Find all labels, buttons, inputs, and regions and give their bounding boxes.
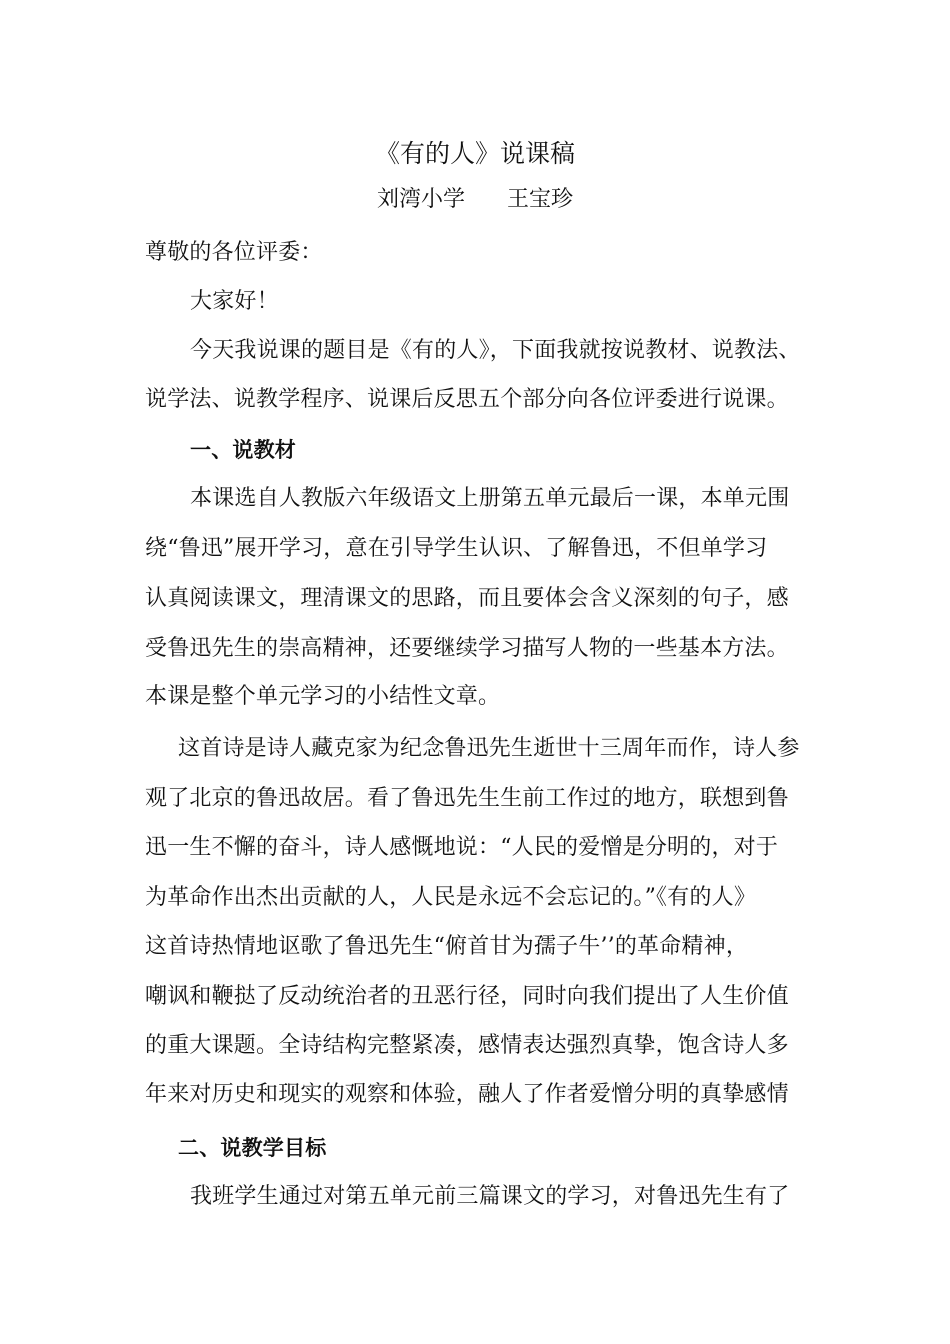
paragraph-line: 迅一生不懈的奋斗，诗人感慨地说：“人民的爱憎是分明的，对于 (145, 835, 779, 860)
intro-line-1: 今天我说课的题目是《有的人》，下面我就按说教材、说教法、 (190, 338, 801, 363)
paragraph-line: 本课是整个单元学习的小结性文章。 (145, 684, 501, 709)
document-title: 《有的人》说课稿 (374, 139, 575, 168)
section-heading-teaching-goals: 二、说教学目标 (178, 1136, 327, 1160)
intro-line-2: 说学法、说教学程序、说课后反思五个部分向各位评委进行说课。 (145, 387, 789, 412)
paragraph-line: 观了北京的鲁迅故居。看了鲁迅先生生前工作过的地方，联想到鲁 (145, 786, 789, 811)
paragraph-line: 为革命作出杰出贡献的人，人民是永远不会忘记的。”《有的人》 (145, 885, 757, 910)
author-byline: 刘湾小学 王宝珍 (377, 187, 573, 212)
paragraph-line: 受鲁迅先生的崇高精神，还要继续学习描写人物的一些基本方法。 (145, 636, 789, 661)
paragraph-line: 嘲讽和鞭挞了反动统治者的丑恶行径，同时向我们提出了人生价值 (145, 984, 789, 1009)
paragraph-line: 年来对历史和现实的观察和体验，融人了作者爱憎分明的真挚感情 (145, 1082, 789, 1107)
paragraph-line: 我班学生通过对第五单元前三篇课文的学习，对鲁迅先生有了 (190, 1184, 790, 1209)
paragraph-line: 绕“鲁迅”展开学习，意在引导学生认识、了解鲁迅，不但单学习 (145, 536, 768, 561)
paragraph-line: 的重大课题。全诗结构完整紧凑，感情表达强烈真挚，饱含诗人多 (145, 1033, 789, 1058)
section-heading-teaching-material: 一、说教材 (190, 438, 296, 462)
salutation: 尊敬的各位评委： (145, 240, 323, 265)
greeting: 大家好！ (190, 289, 279, 314)
paragraph-line: 这首诗是诗人藏克家为纪念鲁迅先生逝世十三周年而作，诗人参 (178, 736, 800, 761)
paragraph-line: 这首诗热情地讴歌了鲁迅先生“俯首甘为孺子牛’’的革命精神， (145, 934, 749, 959)
paragraph-line: 本课选自人教版六年级语文上册第五单元最后一课，本单元围 (190, 486, 790, 511)
paragraph-line: 认真阅读课文，理清课文的思路，而且要体会含义深刻的句子，感 (145, 586, 789, 611)
